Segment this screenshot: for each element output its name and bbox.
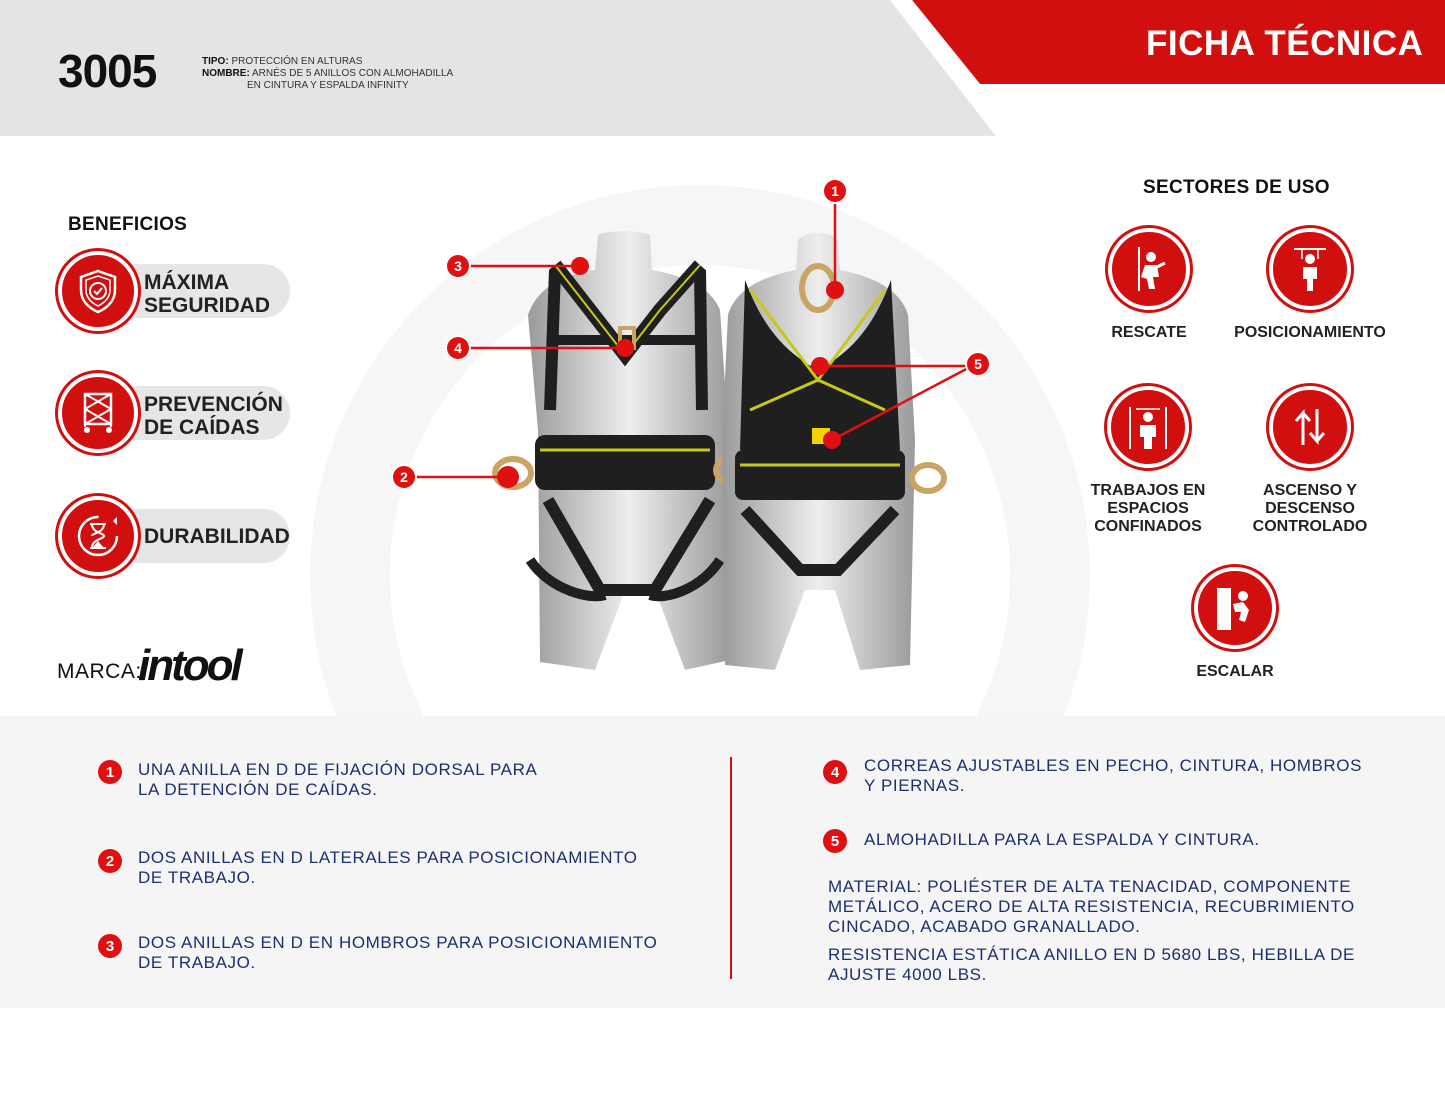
nombre-line2: EN CINTURA Y ESPALDA INFINITY — [247, 80, 409, 91]
benefit-line1: DURABILIDAD — [144, 525, 290, 548]
sectores-title: SECTORES DE USO — [1143, 177, 1330, 198]
feature-line1: UNA ANILLA EN D DE FIJACIÓN DORSAL PARA — [138, 760, 538, 779]
resistencia-spec — [828, 945, 1355, 985]
resistencia-line1: RESISTENCIA ESTÁTICA ANILLO EN D 5680 LBS, HEBILLA DE — [828, 945, 1355, 964]
feature-line1: ALMOHADILLA PARA LA ESPALDA Y CINTURA. — [864, 830, 1260, 849]
sector-label-line1: ASCENSO Y — [1263, 482, 1357, 499]
sector-label-line3: CONFINADOS — [1094, 518, 1202, 535]
sector-label-line2: ESPACIOS — [1107, 500, 1189, 517]
marca-label: MARCA: — [57, 660, 142, 683]
feature-line1: DOS ANILLAS EN D EN HOMBROS PARA POSICIONAMIENTO — [138, 933, 658, 952]
feature-number-4: 4 — [823, 760, 847, 784]
harness-mannequins — [380, 170, 1020, 680]
feature-number-1: 1 — [98, 760, 122, 784]
feature-line2: DE TRABAJO. — [138, 868, 256, 887]
callout-2: 2 — [393, 466, 415, 488]
material-line2: METÁLICO, ACERO DE ALTA RESISTENCIA, RECUBRIMIENTO — [828, 897, 1355, 916]
tipo-label: TIPO: — [202, 56, 229, 67]
callout-3: 3 — [447, 255, 469, 277]
climbing-icon — [1194, 567, 1276, 649]
page-title: FICHA TÉCNICA — [1146, 24, 1424, 63]
benefit-prevencion-caidas — [58, 373, 298, 455]
feature-number-5: 5 — [823, 829, 847, 853]
nombre-label: NOMBRE: — [202, 68, 250, 79]
benefit-line2: DE CAÍDAS — [144, 416, 260, 439]
sector-label: RESCATE — [1111, 324, 1187, 341]
nombre-line1: ARNÉS DE 5 ANILLOS CON ALMOHADILLA — [252, 68, 454, 79]
brand-logo: intool — [138, 641, 240, 690]
product-code: 3005 — [58, 45, 157, 97]
feature-number-2: 2 — [98, 849, 122, 873]
sector-label-line3: CONTROLADO — [1252, 518, 1368, 535]
feature-line1: DOS ANILLAS EN D LATERALES PARA POSICIONAMIENTO — [138, 848, 638, 867]
shield-check-icon — [58, 251, 138, 331]
material-line3: CINCADO, ACABADO GRANALLADO. — [828, 917, 1141, 936]
sector-label: ESCALAR — [1196, 663, 1274, 680]
feature-number-3: 3 — [98, 934, 122, 958]
benefit-line1: PREVENCIÓN — [144, 393, 283, 416]
hourglass-icon — [58, 496, 138, 576]
material-spec — [828, 877, 1355, 937]
feature-line2: Y PIERNAS. — [864, 776, 966, 795]
resistencia-line2: AJUSTE 4000 LBS. — [828, 965, 987, 984]
feature-line1: CORREAS AJUSTABLES EN PECHO, CINTURA, HOMBROS — [864, 756, 1363, 775]
callout-1: 1 — [824, 180, 846, 202]
feature-3 — [138, 933, 657, 973]
benefit-line1: MÁXIMA — [144, 271, 230, 294]
sector-espacios-confinados — [1058, 386, 1238, 536]
harness-illustration — [380, 170, 1020, 680]
benefit-durabilidad — [58, 496, 298, 578]
confined-space-icon — [1107, 386, 1189, 468]
feature-4 — [864, 756, 1362, 796]
feature-5 — [864, 830, 1260, 850]
material-line1: MATERIAL: POLIÉSTER DE ALTA TENACIDAD, COMPONENTE — [828, 877, 1352, 896]
sector-posicionamiento — [1220, 228, 1400, 342]
sector-ascenso-descenso — [1220, 386, 1400, 536]
feature-2 — [138, 848, 638, 888]
sector-label-line1: TRABAJOS EN — [1090, 482, 1206, 499]
sector-label: POSICIONAMIENTO — [1234, 324, 1386, 341]
front-mannequin — [495, 231, 748, 670]
sector-escalar — [1145, 567, 1325, 681]
product-meta — [202, 56, 453, 92]
feature-line2: LA DETENCIÓN DE CAÍDAS. — [138, 780, 378, 799]
callout-4: 4 — [447, 337, 469, 359]
column-divider — [730, 757, 732, 979]
positioning-icon — [1269, 228, 1351, 310]
sector-label-line2: DESCENSO — [1265, 500, 1355, 517]
feature-line2: DE TRABAJO. — [138, 953, 256, 972]
tipo-value: PROTECCIÓN EN ALTURAS — [231, 56, 363, 67]
scaffold-icon — [58, 373, 138, 453]
benefit-maxima-seguridad — [58, 251, 298, 333]
rescue-icon — [1108, 228, 1190, 310]
beneficios-title: BENEFICIOS — [68, 214, 188, 235]
sector-rescate — [1059, 228, 1239, 342]
benefit-line2: SEGURIDAD — [144, 294, 271, 317]
up-down-arrows-icon — [1269, 386, 1351, 468]
feature-1 — [138, 760, 537, 800]
callout-5: 5 — [967, 353, 989, 375]
